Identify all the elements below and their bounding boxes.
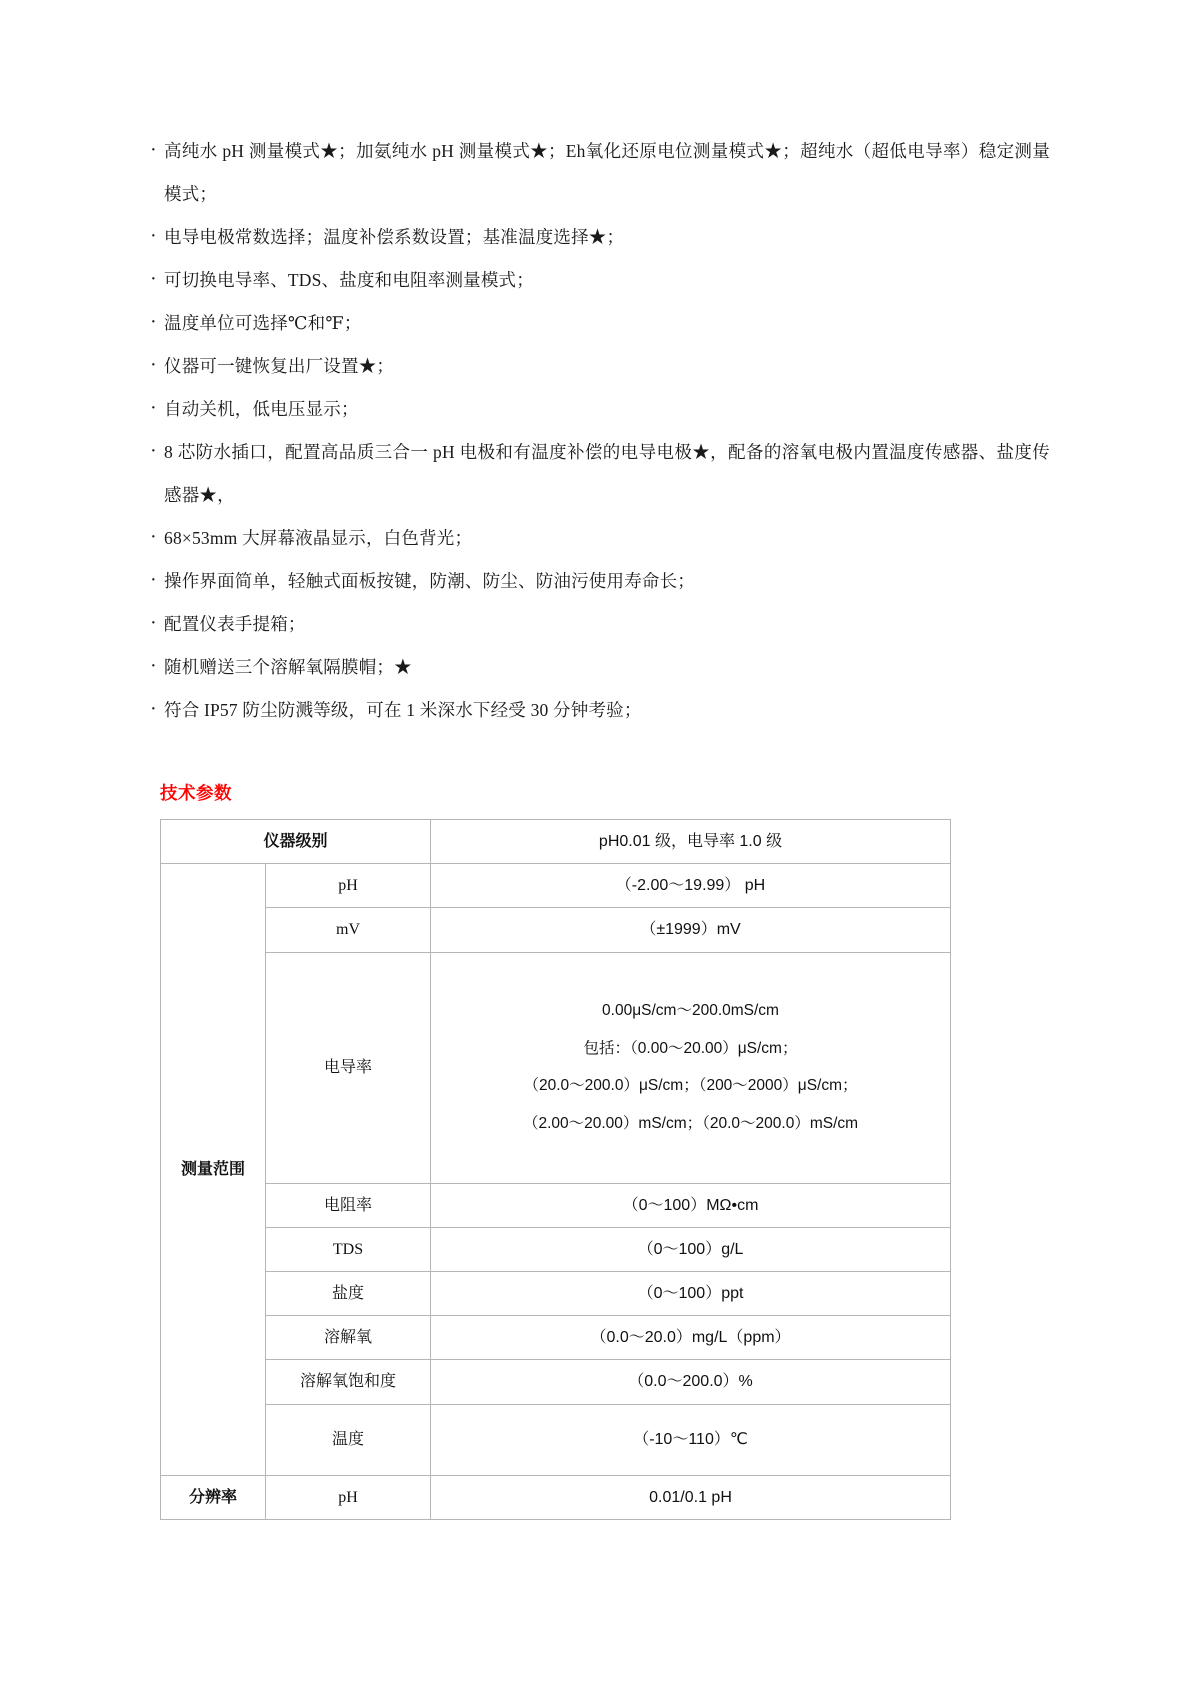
table-row: [161, 908, 951, 952]
cell-param-name: 溶解氧饱和度: [266, 1360, 431, 1404]
cell-param-name: TDS: [266, 1227, 431, 1271]
feature-item: · 8 芯防水插口，配置高品质三合一 pH 电极和有温度补偿的电导电极★，配备的溶氧电极内置温度传感器、盐度传感器★，: [150, 431, 1050, 517]
table-row: [161, 1227, 951, 1271]
feature-item: · 温度单位可选择℃和℉；: [150, 302, 1050, 345]
conductivity-line: 0.00μS/cm～200.0mS/cm: [602, 1002, 779, 1020]
cell-param-value: （0.0～20.0）mg/L（ppm）: [431, 1316, 951, 1360]
cell-param-name: 溶解氧: [266, 1316, 431, 1360]
feature-item: · 68×53mm 大屏幕液晶显示，白色背光；: [150, 517, 1050, 560]
cell-param-value: （0～100）ppt: [431, 1271, 951, 1315]
cell-measurement-range-label: 测量范围: [161, 864, 266, 1475]
cell-conductivity-value: [431, 952, 951, 1183]
feature-item: · 符合 IP57 防尘防溅等级，可在 1 米深水下经受 30 分钟考验；: [150, 689, 1050, 732]
cell-param-value: （0～100）g/L: [431, 1227, 951, 1271]
table-row: [161, 1475, 951, 1519]
feature-item: · 随机赠送三个溶解氧隔膜帽；★: [150, 646, 1050, 689]
cell-param-value: 0.01/0.1 pH: [431, 1475, 951, 1519]
section-heading-technical-parameters: 技术参数: [160, 783, 232, 803]
table-row: [161, 952, 951, 1183]
conductivity-line: （20.0～200.0）μS/cm；（200～2000）μS/cm；: [523, 1077, 858, 1095]
table-row: [161, 1404, 951, 1475]
cell-param-value: （-10～110）℃: [431, 1404, 951, 1475]
cell-param-name: 电导率: [266, 952, 431, 1183]
cell-param-name: pH: [266, 864, 431, 908]
cell-resolution-label: 分辨率: [161, 1475, 266, 1519]
cell-param-name: pH: [266, 1475, 431, 1519]
cell-param-value: （±1999）mV: [431, 908, 951, 952]
cell-param-name: 电阻率: [266, 1183, 431, 1227]
feature-item: · 自动关机，低电压显示；: [150, 388, 1050, 431]
table-row: [161, 820, 951, 864]
conductivity-line: 包括：（0.00～20.00）μS/cm；: [583, 1039, 798, 1057]
feature-item: · 配置仪表手提箱；: [150, 603, 1050, 646]
cell-instrument-grade-value: pH0.01 级，电导率 1.0 级: [431, 820, 951, 864]
feature-list: [150, 130, 1050, 732]
cell-param-name: mV: [266, 908, 431, 952]
cell-param-name: 温度: [266, 1404, 431, 1475]
cell-param-value: （-2.00～19.99） pH: [431, 864, 951, 908]
cell-param-value: （0～100）MΩ•cm: [431, 1183, 951, 1227]
table-row: [161, 1183, 951, 1227]
table-row: [161, 1360, 951, 1404]
cell-param-name: 盐度: [266, 1271, 431, 1315]
technical-parameters-table: [160, 819, 951, 1520]
feature-item: · 电导电极常数选择；温度补偿系数设置；基准温度选择★；: [150, 216, 1050, 259]
conductivity-line: （2.00～20.00）mS/cm；（20.0～200.0）mS/cm: [522, 1114, 859, 1132]
cell-instrument-grade-label: 仪器级别: [161, 820, 431, 864]
table-row: [161, 864, 951, 908]
feature-item: · 仪器可一键恢复出厂设置★；: [150, 345, 1050, 388]
table-row: [161, 1271, 951, 1315]
table-row: [161, 1316, 951, 1360]
cell-param-value: （0.0～200.0）%: [431, 1360, 951, 1404]
feature-item: · 操作界面简单，轻触式面板按键，防潮、防尘、防油污使用寿命长；: [150, 560, 1050, 603]
feature-item: · 可切换电导率、TDS、盐度和电阻率测量模式；: [150, 259, 1050, 302]
feature-item: · 高纯水 pH 测量模式★；加氨纯水 pH 测量模式★；Eh氧化还原电位测量模式★；超纯水（超低电导率）稳定测量模式；: [150, 130, 1050, 216]
